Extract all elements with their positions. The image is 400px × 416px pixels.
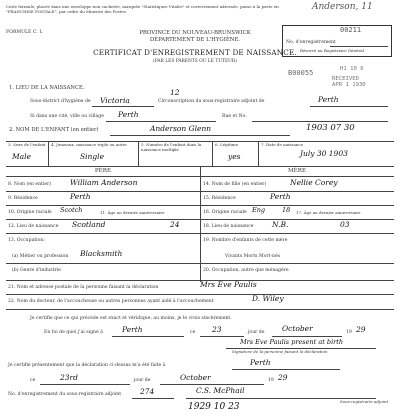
sex-label: 3. Sexe de l'enfant xyxy=(8,142,46,147)
province-heading: PROVINCE DU NOUVEAU-BRUNSWICK xyxy=(139,30,251,36)
child-date-code: 1903 07 30 xyxy=(306,123,355,133)
district-value: Victoria xyxy=(100,96,130,105)
father-residence-label: 9. Résidence xyxy=(8,196,38,201)
signed-at-label: En foi de quoi j'ai signé à xyxy=(44,330,103,335)
sub-registrar-number: 274 xyxy=(140,387,155,396)
mother-age-label: 17. Âge au dernier anniversaire xyxy=(296,210,361,215)
father-age-label: 11. Âge au dernier anniversaire xyxy=(100,210,165,215)
registrar-year-prefix: 19 xyxy=(268,378,274,383)
corner-annotation: Anderson, 11 xyxy=(312,2,373,12)
father-residence-value: Perth xyxy=(70,192,91,201)
mother-heading: MÈRE xyxy=(287,168,307,174)
registrar-month: October xyxy=(180,373,211,382)
mother-birthplace-extra: 03 xyxy=(340,220,350,229)
father-birthplace-value: Scotland xyxy=(72,220,106,229)
father-trade-value: Blacksmith xyxy=(80,249,123,258)
father-birthplace-label: 12. Lieu de naissance xyxy=(8,224,59,229)
certify-statement: Je certifie que ce qui précède est exact et véridique; au moins, je le crois sincèrement. xyxy=(30,316,232,321)
mother-occupation-label: 20. Occupation, autre que ménagère xyxy=(203,268,289,273)
registration-sublabel: Réservé au Registraire Général xyxy=(300,48,364,53)
signed-year: 29 xyxy=(356,325,366,334)
signed-at-place: Perth xyxy=(122,325,143,334)
circonscription-value: Perth xyxy=(318,95,339,104)
registrar-ce: ce xyxy=(30,378,36,383)
serial-stamp: B00055 xyxy=(288,69,314,77)
registrar-jour: jour de xyxy=(134,378,151,383)
registrar-place: Perth xyxy=(250,358,271,367)
twins-value: Single xyxy=(80,152,105,161)
signed-year-prefix: 19 xyxy=(346,330,352,335)
father-race-label: 10. Origine raciale xyxy=(8,210,52,215)
received-stamp: RECEIVED APR 1 1930 xyxy=(332,76,366,89)
signed-day: 23 xyxy=(212,325,222,334)
registrar-year: 29 xyxy=(278,373,288,382)
signed-month: October xyxy=(282,324,313,333)
legitimate-value: yes xyxy=(228,152,241,161)
registration-label: No. d'enregistrement xyxy=(286,40,336,45)
mother-name-label: 14. Nom de fille (en entier) xyxy=(203,182,267,187)
mother-race-label: 16. Origine raciale xyxy=(203,210,247,215)
father-name-label: 8. Nom (en entier) xyxy=(8,182,52,187)
city-value: Perth xyxy=(118,110,139,119)
mother-race-value: Eng xyxy=(252,206,266,214)
children-count-label: 19. Nombre d'enfants de cette mère xyxy=(203,238,288,243)
children-count-sublabels: Vivants Morts Mort-nés xyxy=(225,254,281,259)
twins-label: 4. Jumeaux, naissance triple ou autre xyxy=(51,142,127,147)
mother-birthplace-label: 18. Lieu de naissance xyxy=(203,224,254,229)
sub-registrar-signature: C.S. McPhail xyxy=(196,386,245,395)
father-heading: PÈRE xyxy=(94,168,112,174)
birth-date-value: July 30 1903 xyxy=(300,149,348,158)
sex-value: Male xyxy=(12,152,31,161)
doctor-value: D. Wiley xyxy=(252,294,284,303)
district-number: 12 xyxy=(170,88,180,97)
registration-stamp: 00211 xyxy=(340,26,362,34)
sub-registrar-label: Sous-registraire adjoint xyxy=(340,399,389,404)
father-name-value: William Anderson xyxy=(70,178,138,187)
street-label: Rue et No. xyxy=(222,114,247,119)
mother-birthplace-value: N.B. xyxy=(272,220,289,229)
mother-age-value: 18 xyxy=(282,206,291,214)
postal-notice: Cette formule, placée dans une enveloppe non cachetée, marquée "Statistiques Vitales" et correctement adressée, passe à la poste en "FRANCHISE POSTALE", par ordre du Ministre des Postes. xyxy=(6,4,279,14)
form-number: FORMULE C. 1. xyxy=(6,30,44,35)
section-1-label: 1. LIEU DE LA NAISSANCE. xyxy=(9,85,85,91)
father-age-value: 24 xyxy=(170,220,180,229)
mother-residence-label: 15. Résidence xyxy=(203,196,236,201)
declarant-signature-label: Signature de la personne faisant la déclaration xyxy=(232,349,328,354)
child-name-value: Anderson Glenn xyxy=(150,124,212,133)
circonscription-label: Circonscription du sous-registraire adjoint de xyxy=(158,99,265,104)
doctor-label: 22. Nom du docteur, de l'accoucheuse ou autres personnes ayant aidé à l'accouchement xyxy=(8,299,214,304)
sub-registrar-number-label: No. d'enregistrement du sous-registraire adjoint xyxy=(8,392,122,397)
registrar-statement: Je certifie présentement que la déclaration ci-dessus m'a été faite à xyxy=(8,363,166,368)
multiple-birth-label: 5. Numéro de l'enfant dans la naissance multiple xyxy=(141,142,202,152)
declarant-value: Mrs Eve Paulis xyxy=(200,280,257,289)
department-heading: DÉPARTEMENT DE L'HYGIÈNE. xyxy=(149,37,241,43)
bottom-date-annotation: 1929 10 23 xyxy=(188,402,240,412)
father-race-value: Scotch xyxy=(60,206,83,214)
city-label: Si dans une cité, ville ou village xyxy=(30,114,104,119)
declarant-label: 21. Nom et adresse postale de la personne faisant la déclaration xyxy=(8,285,159,290)
district-label: Sous-district d'hygiène de xyxy=(30,99,91,104)
birth-date-label: 7. Date de naissance xyxy=(261,142,304,147)
mother-residence-value: Perth xyxy=(270,192,291,201)
child-name-label: 2. NOM DE L'ENFANT (en entier) xyxy=(9,127,99,133)
certificate-subtitle: (PAR LES PARENTS OU LE TUTEUR) xyxy=(153,59,237,64)
father-occupation-label: 13. Occupation: xyxy=(8,238,45,243)
registrar-day: 23rd xyxy=(60,373,78,382)
declarant-signature: Mrs Eve Paulis present at birth xyxy=(240,338,344,346)
legitimate-label: 6. Légitime xyxy=(215,142,238,147)
father-industry-label: (b) Genre d'industrie xyxy=(12,268,61,273)
mother-name-value: Nellie Corey xyxy=(290,178,338,187)
code-stamp: H1 10 6 xyxy=(340,66,364,72)
signed-jour: jour de xyxy=(248,330,265,335)
certificate-title: CERTIFICAT D'ENREGISTREMENT DE NAISSANCE. xyxy=(93,48,297,57)
father-trade-label: (a) Métier ou profession xyxy=(12,254,69,259)
signed-ce: ce xyxy=(190,330,196,335)
